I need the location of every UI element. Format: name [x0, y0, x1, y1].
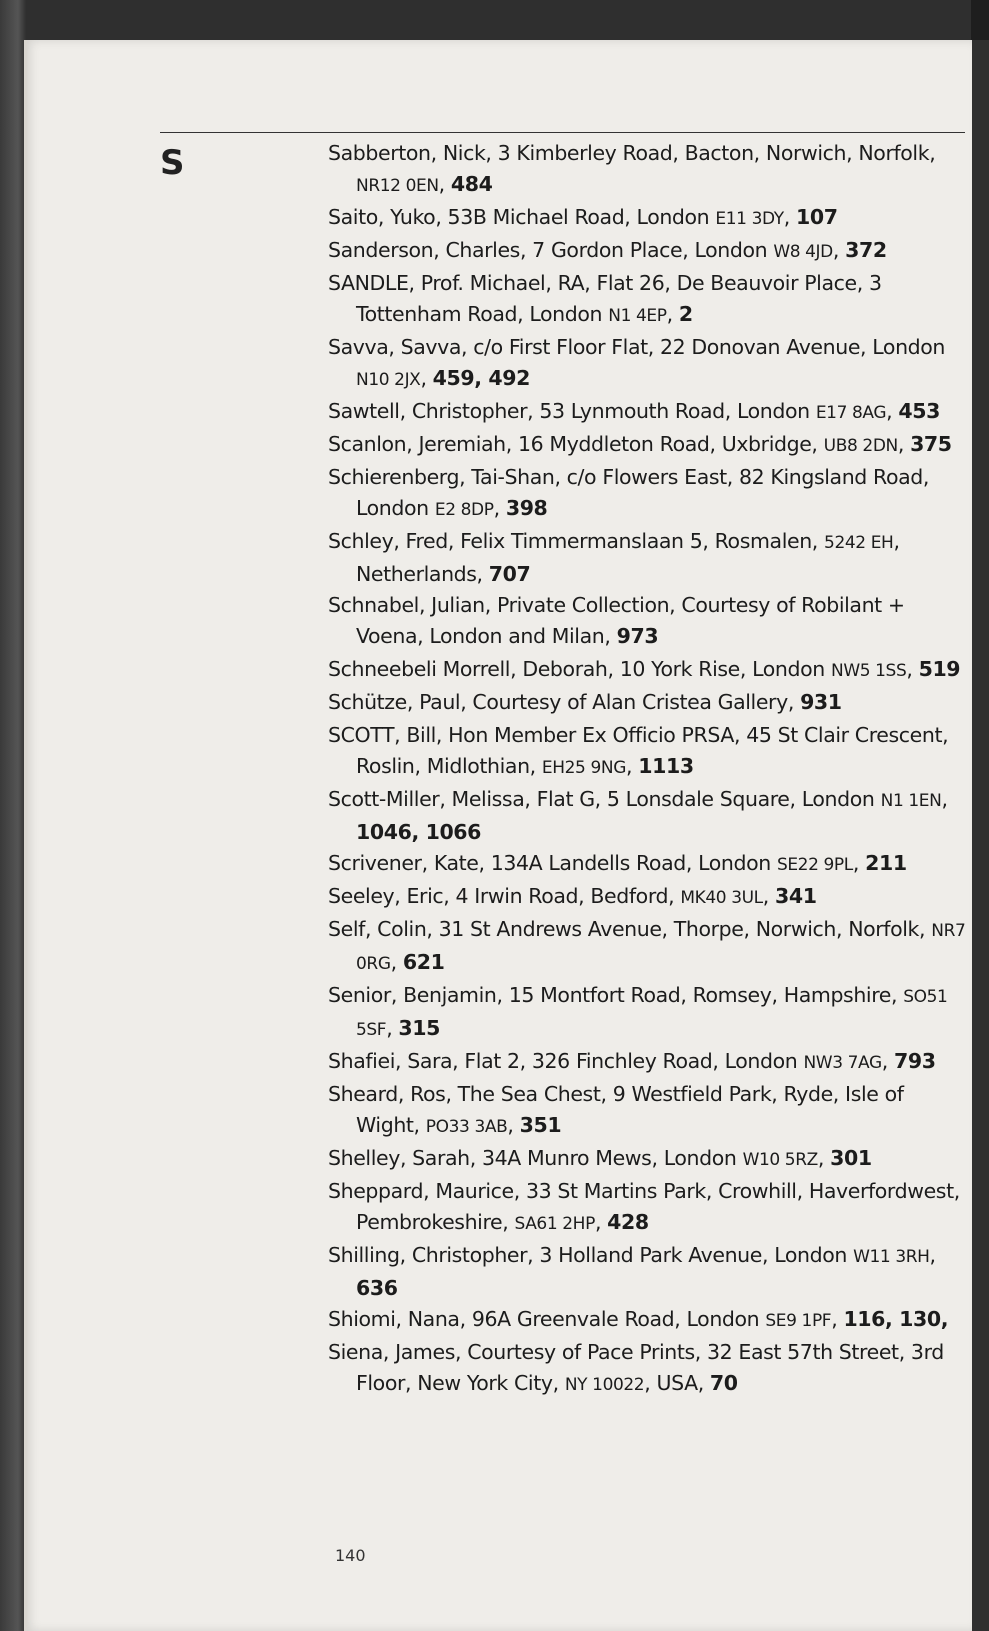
- page-edge: [24, 40, 27, 1631]
- top-rule: [160, 132, 965, 133]
- index-entry: Shafiei, Sara, Flat 2, 326 Finchley Road, London NW3 7AG, 793: [328, 1049, 936, 1073]
- index-entry: Sanderson, Charles, 7 Gordon Place, London W8 4JD, 372: [328, 238, 887, 262]
- index-entry: Schneebeli Morrell, Deborah, 10 York Rise, London NW5 1SS, 519: [328, 657, 961, 681]
- index-entry: Shilling, Christopher, 3 Holland Park Avenue, London W11 3RH, 636: [328, 1243, 936, 1300]
- index-entries: [328, 138, 968, 1401]
- index-entry: Shiomi, Nana, 96A Greenvale Road, London SE9 1PF, 116, 130,: [328, 1307, 949, 1331]
- index-entry: Schley, Fred, Felix Timmermanslaan 5, Rosmalen, 5242 EH, Netherlands, 707: [328, 529, 900, 586]
- index-entry: SCOTT, Bill, Hon Member Ex Officio PRSA, 45 St Clair Crescent, Roslin, Midlothian, EH25 9NG, 1113: [328, 723, 949, 778]
- index-entry: Sheppard, Maurice, 33 St Martins Park, Crowhill, Haverfordwest, Pembrokeshire, SA61 2HP, 428: [328, 1179, 960, 1234]
- index-entry: Scott-Miller, Melissa, Flat G, 5 Lonsdale Square, London N1 1EN, 1046, 1066: [328, 787, 948, 844]
- index-entry: Self, Colin, 31 St Andrews Avenue, Thorpe, Norwich, Norfolk, NR7 0RG, 621: [328, 917, 966, 974]
- index-entry: Shelley, Sarah, 34A Munro Mews, London W10 5RZ, 301: [328, 1146, 872, 1170]
- index-entry: Schierenberg, Tai-Shan, c/o Flowers East, 82 Kingsland Road, London E2 8DP, 398: [328, 465, 929, 520]
- index-entry: SANDLE, Prof. Michael, RA, Flat 26, De Beauvoir Place, 3 Tottenham Road, London N1 4EP, 2: [328, 271, 882, 326]
- index-entry: Seeley, Eric, 4 Irwin Road, Bedford, MK40 3UL, 341: [328, 884, 817, 908]
- section-letter: S: [160, 143, 185, 183]
- index-entry: Sawtell, Christopher, 53 Lynmouth Road, London E17 8AG, 453: [328, 399, 940, 423]
- index-entry: Schnabel, Julian, Private Collection, Courtesy of Robilant + Voena, London and Milan, 973: [328, 593, 905, 648]
- index-entry: Savva, Savva, c/o First Floor Flat, 22 Donovan Avenue, London N10 2JX, 459, 492: [328, 335, 946, 390]
- page-number: 140: [335, 1546, 366, 1565]
- index-entry: Siena, James, Courtesy of Pace Prints, 32 East 57th Street, 3rd Floor, New York City, NY 10022, USA, 70: [328, 1340, 944, 1395]
- index-entry: Sheard, Ros, The Sea Chest, 9 Westfield Park, Ryde, Isle of Wight, PO33 3AB, 351: [328, 1082, 904, 1137]
- index-entry: Scanlon, Jeremiah, 16 Myddleton Road, Uxbridge, UB8 2DN, 375: [328, 432, 952, 456]
- index-entry: Scrivener, Kate, 134A Landells Road, London SE22 9PL, 211: [328, 851, 907, 875]
- index-entry: Senior, Benjamin, 15 Montfort Road, Romsey, Hampshire, SO51 5SF, 315: [328, 983, 948, 1040]
- index-entry: Schütze, Paul, Courtesy of Alan Cristea Gallery, 931: [328, 690, 842, 714]
- dark-corner: [971, 0, 989, 40]
- index-entry: Sabberton, Nick, 3 Kimberley Road, Bacton, Norwich, Norfolk, NR12 0EN, 484: [328, 141, 936, 196]
- index-entry: Saito, Yuko, 53B Michael Road, London E11 3DY, 107: [328, 205, 838, 229]
